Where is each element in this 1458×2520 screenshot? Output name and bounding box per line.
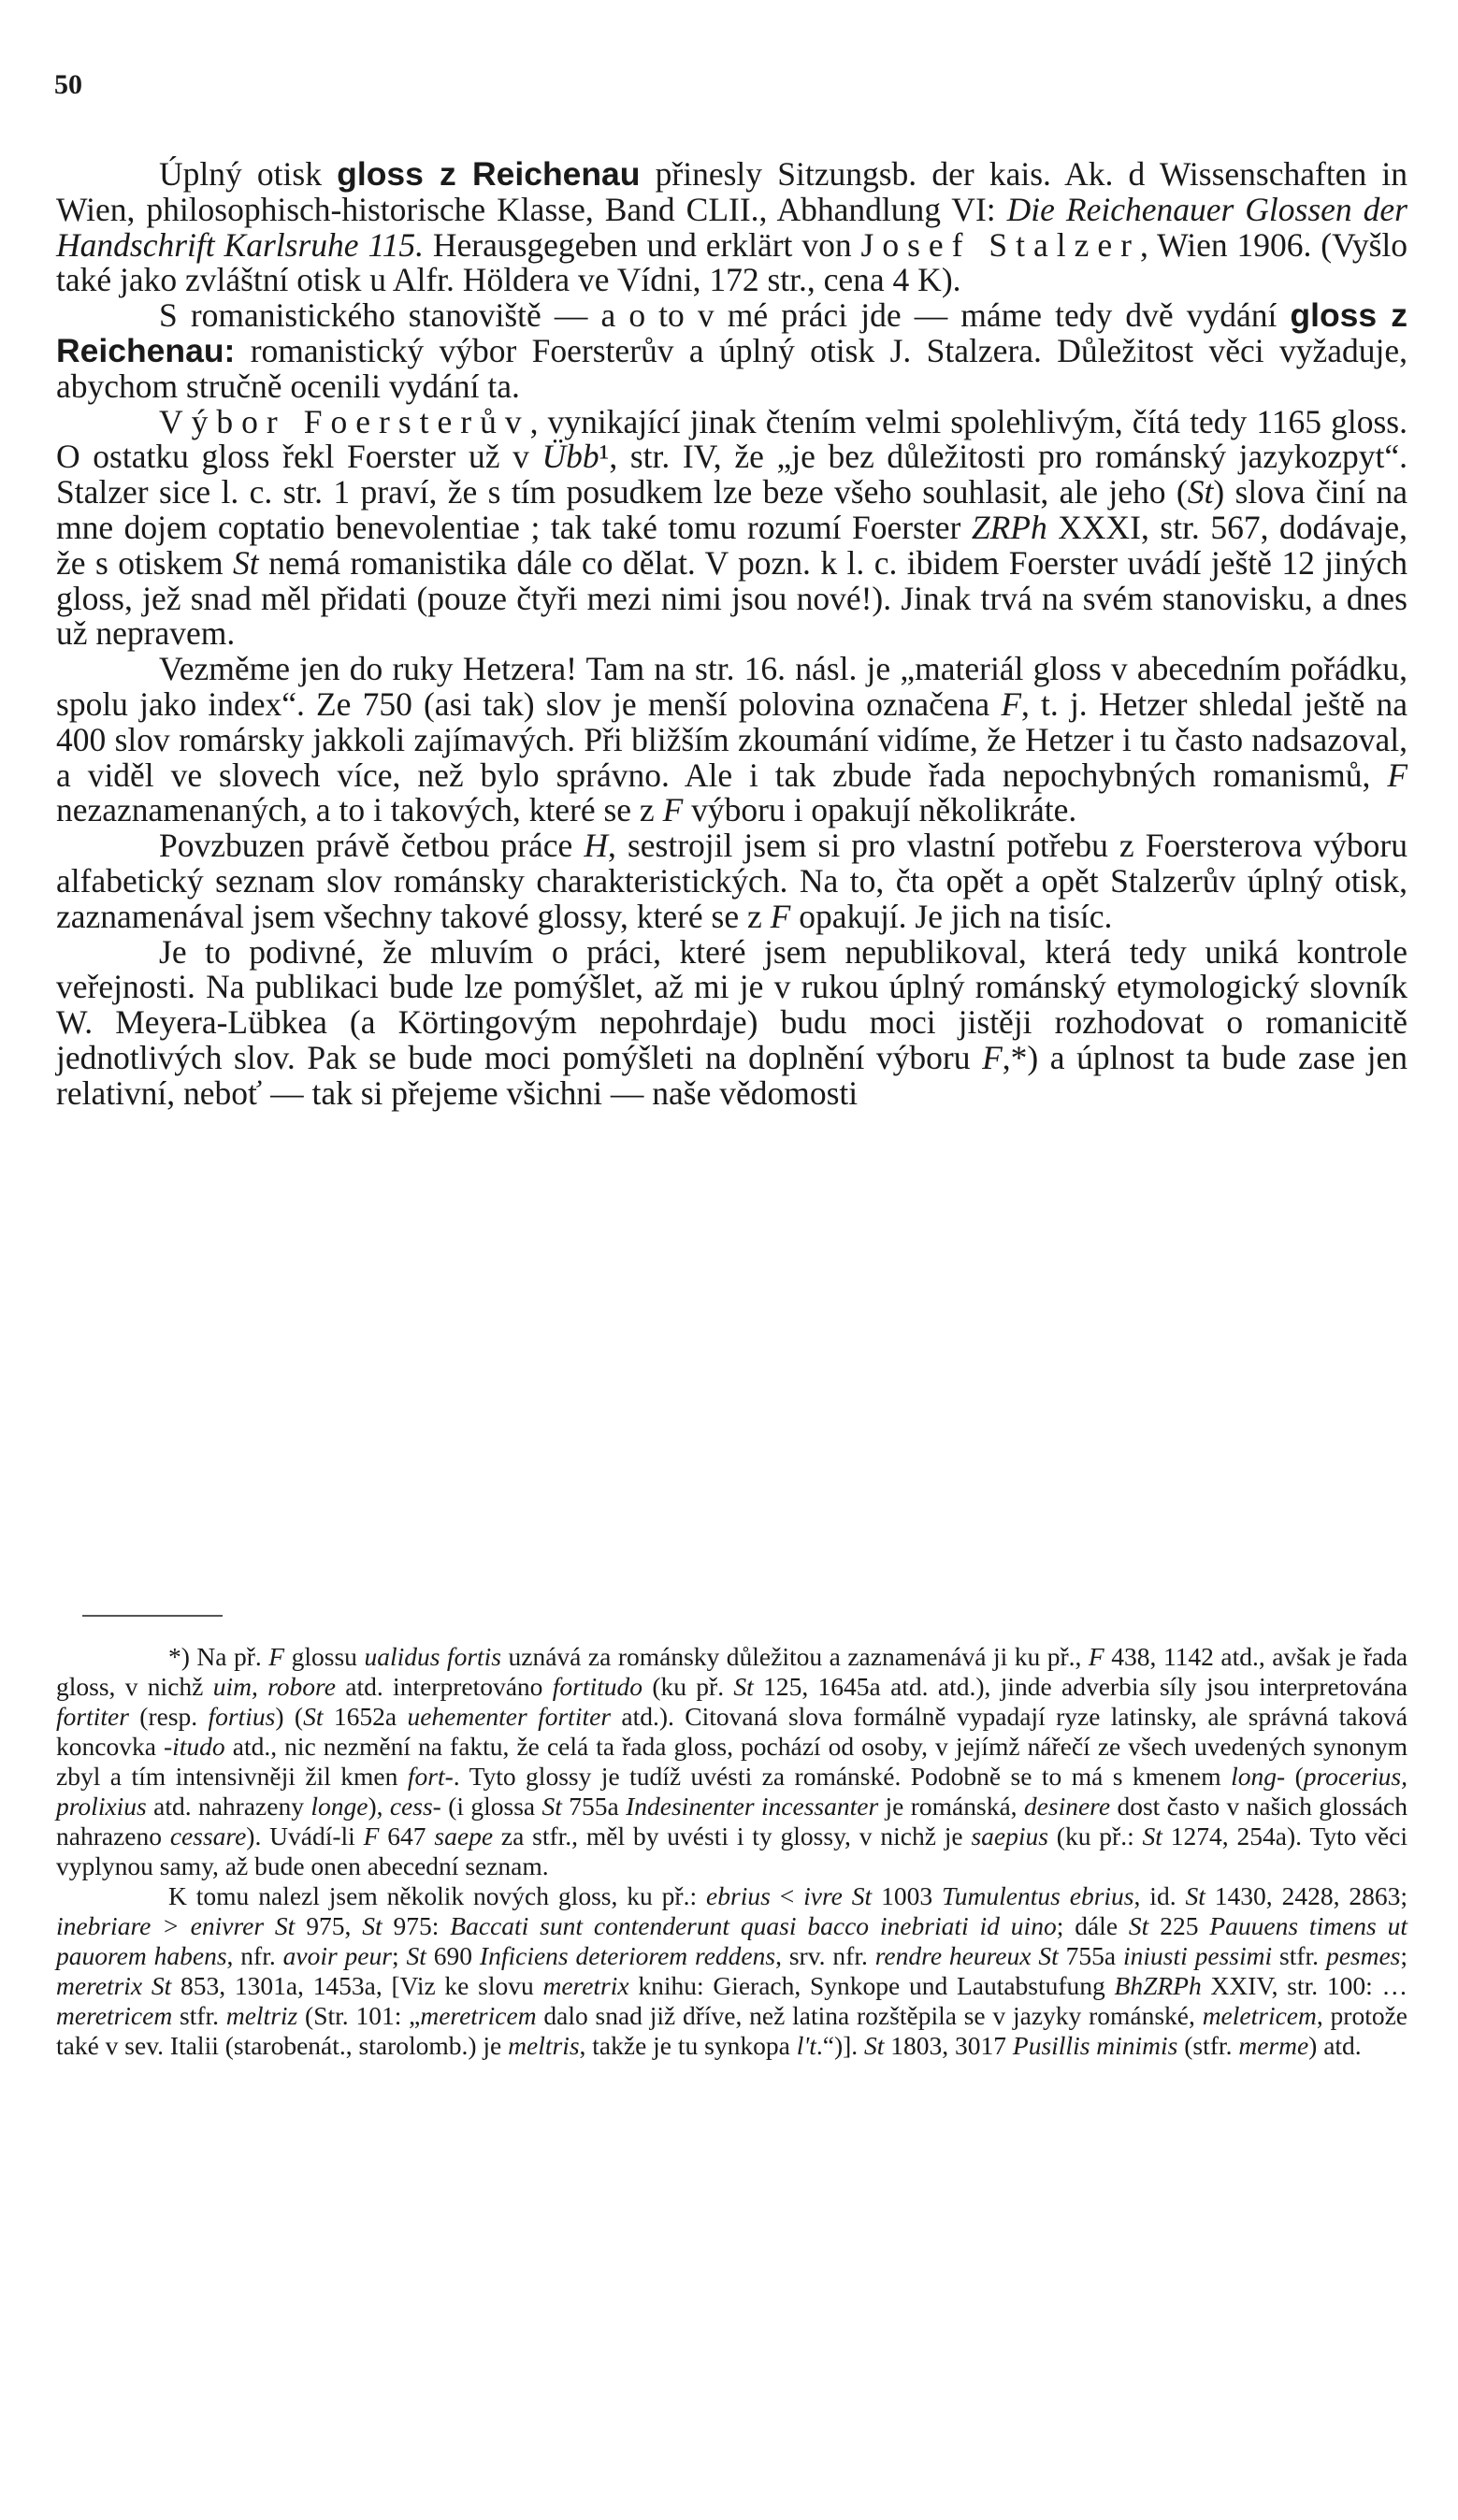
text: 1652a	[323, 1702, 408, 1731]
italic-text: St	[1187, 473, 1214, 511]
footnote-rule	[82, 1615, 223, 1617]
text: atd.). Citovaná slova formálně vypadají ryze latinsky, ale správná taková koncovka	[56, 1702, 1407, 1761]
text: , nfr.	[226, 1941, 283, 1970]
text: nemá romanistika dále co dělat. V pozn. k l. c. ibidem Foerster uvádí ještě 12 jiných gloss, jež snad měl přidati (pouze čtyři mezi nimi jsou nové!). Jinak trvá na svém stanovisku, a dnes už nepravem.	[56, 543, 1407, 653]
italic-text: long-	[1231, 1762, 1286, 1791]
italic-text: inebriare > enivrer St	[56, 1911, 296, 1940]
text: Vezměme jen do ruky Hetzera! Tam na str. 16. násl. je „materiál gloss v abecedním pořádku, spolu jako index“. Ze 750 (asi tak) slov je menší polovina označena	[56, 650, 1407, 723]
footnotes	[56, 1642, 1407, 2061]
main-text	[56, 157, 1407, 1112]
italic-text: meltriz	[225, 2001, 298, 2030]
text: 1803, 3017	[884, 2031, 1013, 2060]
paragraph-4	[56, 652, 1407, 828]
italic-text: meletricem	[1202, 2001, 1317, 2030]
italic-text: F	[1001, 684, 1022, 723]
text: (stfr.	[1177, 2031, 1239, 2060]
italic-text: H	[584, 827, 608, 865]
italic-text: ebrius	[706, 1881, 771, 1910]
italic-text: Tumulentus ebrius	[942, 1881, 1134, 1910]
paragraph-5	[56, 828, 1407, 934]
text: ,*) a úplnost ta bude zase jen relativní, neboť — tak si přejeme všichni — naše vědomosti	[56, 1038, 1407, 1112]
footnote-2	[56, 1881, 1407, 2061]
text: .“)].	[816, 2031, 865, 2060]
bold-text: gloss z Reichenau:	[56, 296, 1407, 369]
text: atd. interpretováno	[335, 1672, 553, 1701]
text: 853, 1301a, 1453a, [Viz ke slovu	[171, 1971, 543, 2000]
italic-text: iniusti pessimi	[1122, 1941, 1273, 1970]
text: S romanistického stanoviště — a o to v mé práci jde — máme tedy dvě vydání	[159, 296, 1291, 335]
italic-text: F	[1387, 756, 1407, 794]
paragraph-2	[56, 298, 1407, 404]
text: dost často v našich glossách nahrazeno	[56, 1792, 1407, 1850]
text: 125, 1645a atd. atd.), jinde adverbia síly jsou interpretována	[753, 1672, 1407, 1701]
italic-title: Die Reichenauer Glossen der Handschrift Karlsruhe 115.	[56, 190, 1408, 264]
italic-text: BhZRPh	[1114, 1971, 1202, 2000]
italic-text: fortiter	[56, 1702, 129, 1731]
italic-text: Übb	[541, 438, 599, 476]
italic-text: saepe	[434, 1822, 494, 1850]
paragraph-6	[56, 932, 1407, 1112]
italic-text: St	[1128, 1911, 1149, 1940]
text: Úplný otisk	[159, 155, 338, 193]
italic-text: F	[982, 1038, 1003, 1076]
text: 1003	[872, 1881, 943, 1910]
text: knihu: Gierach, Synkope und Lautabstufung	[628, 1971, 1115, 2000]
italic-text: St	[406, 1941, 426, 1970]
spaced-name: Josef Stalzer	[860, 225, 1140, 264]
italic-text: uim, robore	[212, 1672, 336, 1701]
italic-text: fort-	[407, 1762, 454, 1791]
bold-text: gloss z Reichenau	[337, 155, 641, 193]
text: . Tyto glossy je tudíž uvésti za románské. Podobně se to má s kmenem	[453, 1762, 1232, 1791]
text: glossu	[284, 1642, 365, 1671]
italic-text: desinere	[1023, 1792, 1111, 1821]
italic-text: fortius	[208, 1702, 276, 1731]
text: 438, 1142 atd., avšak je řada gloss, v nichž	[56, 1642, 1408, 1701]
spaced-phrase: Výbor Foersterův	[159, 402, 530, 440]
italic-text: St	[1185, 1881, 1205, 1910]
italic-text: Baccati sunt contenderunt quasi bacco inebriati id uino	[450, 1911, 1057, 1940]
text: , sestrojil jsem si pro vlastní potřebu z Foersterova výboru alfabetický seznam slov románsky charakteristických. Na to, čta opět a opět Stalzerův úplný otisk, zaznamenával jsem všechny takové glossy, které se z	[56, 827, 1407, 935]
italic-text: saepius	[971, 1822, 1048, 1850]
text: ). Uvádí-li	[246, 1822, 364, 1850]
text: (ku př.:	[1047, 1822, 1143, 1850]
italic-text: ZRPh	[971, 508, 1047, 546]
text: 1430, 2428, 2863;	[1205, 1881, 1408, 1910]
text: atd., nic nezmění na faktu, že celá ta řada gloss, pochází od osoby, v jejímž nářečí ze všech uvedených synonym zbyl a tím intensivněji žil kmen	[56, 1732, 1407, 1791]
italic-text: St	[233, 543, 259, 582]
text: (ku př.	[642, 1672, 734, 1701]
paragraph-1	[56, 157, 1407, 298]
text: K tomu nalezl jsem několik nových gloss, ku př.:	[168, 1881, 707, 1910]
italic-text: St	[303, 1702, 324, 1731]
italic-text: F	[1088, 1642, 1104, 1671]
italic-text: uehementer fortiter	[407, 1702, 612, 1731]
text: *) Na př.	[168, 1642, 269, 1671]
text: Herausgegeben und erklärt von	[423, 225, 861, 264]
text: 755a	[1058, 1941, 1123, 1970]
text: ¹, str. IV, že „je bez důležitosti pro románský jazykozpyt“. Stalzer sice l. c. str. 1 praví, že s tím posudkem lze beze všeho souhlasit, ale jeho (	[56, 438, 1407, 511]
italic-text: ualidus fortis	[364, 1642, 502, 1671]
italic-text: Pusillis minimis	[1012, 2031, 1178, 2060]
text: výboru i opakují několikráte.	[683, 791, 1077, 829]
italic-text: Inficiens deteriorem reddens	[479, 1941, 776, 1970]
italic-text: rendre heureux St	[874, 1941, 1059, 1970]
italic-text: meretricem	[56, 2001, 173, 2030]
text: ;	[391, 1941, 407, 1970]
page-number: 50	[54, 69, 82, 100]
text: 755a	[561, 1792, 627, 1821]
text: stfr.	[172, 2001, 226, 2030]
text: opakují. Je jich na tisíc.	[790, 897, 1113, 935]
text: (i glossa	[440, 1792, 542, 1821]
text: stfr.	[1272, 1941, 1326, 1970]
italic-text: meretrix	[542, 1971, 629, 2000]
text: (Str. 101: „	[297, 2001, 421, 2030]
text: , id.	[1133, 1881, 1186, 1910]
italic-text: meltris	[508, 2031, 580, 2060]
text: , srv. nfr.	[775, 1941, 875, 1970]
italic-text: pesmes	[1325, 1941, 1401, 1970]
text: 1274, 254a). Tyto věci vyplynou samy, až bude onen abecední seznam.	[56, 1822, 1407, 1880]
text: XXXI, str. 567, dodávaje, že s otiskem	[56, 508, 1407, 582]
italic-text: meretricem	[420, 2001, 537, 2030]
text: 975:	[382, 1911, 451, 1940]
text: XXIV, str. 100: …	[1201, 1971, 1407, 2000]
italic-text: merme	[1238, 2031, 1309, 2060]
italic-text: St	[541, 1792, 562, 1821]
text: uznává za románsky důležitou a zaznamenává ji ku př.,	[501, 1642, 1089, 1671]
italic-text: St	[864, 2031, 885, 2060]
text: za stfr., měl by uvésti i ty glossy, v nichž je	[493, 1822, 972, 1850]
text: ;	[1400, 1941, 1408, 1970]
italic-text: Indesinenter incessanter	[626, 1792, 879, 1821]
italic-text: meretrix St	[56, 1971, 172, 2000]
italic-text: Pauuens timens ut pauorem habens	[56, 1911, 1408, 1970]
text: , protože také v sev. Italii (starobenát., starolomb.) je	[56, 2001, 1407, 2060]
italic-text: cess-	[389, 1792, 441, 1821]
text: , Wien 1906. (Vyšlo také jako zvláštní otisk u Alfr. Höldera ve Vídni, 172 str., cena 4 K).	[56, 225, 1407, 299]
italic-text: avoir peur	[282, 1941, 392, 1970]
text: ) atd.	[1308, 2031, 1362, 2060]
italic-text: -itudo	[163, 1732, 225, 1761]
text: (	[1285, 1762, 1304, 1791]
text: 690	[426, 1941, 480, 1970]
italic-text: longe	[310, 1792, 368, 1821]
italic-text: F	[363, 1822, 380, 1850]
text: ; dále	[1056, 1911, 1129, 1940]
text: dalo snad již dříve, než latina rozštěpila se v jazyky románské,	[536, 2001, 1203, 2030]
text: nezaznamenaných, a to i takových, které se z	[56, 791, 663, 829]
text: romanistický výbor Foersterův a úplný otisk J. Stalzera. Důležitost věci vyžaduje, abychom stručně ocenili vydání ta.	[56, 331, 1407, 405]
italic-text: fortitudo	[552, 1672, 642, 1701]
text: 225	[1148, 1911, 1210, 1940]
text: ),	[368, 1792, 390, 1821]
italic-text: l't	[796, 2031, 816, 2060]
italic-text: St	[1142, 1822, 1162, 1850]
text: , takže je tu synkopa	[579, 2031, 797, 2060]
italic-text: St	[362, 1911, 383, 1940]
italic-text: F	[770, 897, 791, 935]
text: ) slova činí na mne dojem coptatio benevolentiae ; tak také tomu rozumí Foerster	[56, 473, 1408, 546]
text: 647	[379, 1822, 435, 1850]
text: (resp.	[128, 1702, 209, 1731]
italic-text: F	[662, 791, 684, 829]
italic-text: procerius, prolixius	[56, 1762, 1408, 1821]
italic-text: ivre St	[803, 1881, 873, 1910]
text: , t. j. Hetzer shledal ještě na 400 slov romársky jakkoli zajímavých. Při bližším zkoumání vidíme, že Hetzer i tu často nadsazoval, a viděl ve slovech více, než bylo správno. Ale i tak zbude řada nepochybných romanismů,	[56, 684, 1407, 794]
paragraph-3	[56, 402, 1408, 653]
text: 975,	[295, 1911, 363, 1940]
footnote-1	[56, 1642, 1407, 1881]
text: je románská,	[878, 1792, 1024, 1821]
italic-text: St	[733, 1672, 754, 1701]
text: ) (	[275, 1702, 304, 1731]
text: Je to podivné, že mluvím o práci, které jsem nepublikoval, která tedy uniká kontrole veřejnosti. Na publikaci bude lze pomýšlet, až mi je v rukou úplný románský etymologický slovník W. Meyera-Lübkea (a Körtingovým nepohrdaje) budu moci jistěji rozhodovat o romanicitě jednotlivých slov. Pak se bude moci pomýšleti na doplnění výboru	[56, 932, 1407, 1076]
text: <	[770, 1881, 804, 1910]
italic-text: cessare	[169, 1822, 247, 1850]
text: Povzbuzen právě četbou práce	[159, 827, 585, 865]
text: přinesly Sitzungsb. der kais. Ak. d Wissenschaften in Wien, philosophisch-historische Klasse, Band CLII., Abhandlung VI:	[56, 155, 1407, 228]
text: atd. nahrazeny	[146, 1792, 311, 1821]
italic-text: F	[268, 1642, 285, 1671]
text: , vynikající jinak čtením velmi spolehlivým, čítá tedy 1165 gloss. O ostatku gloss řekl Foerster už v	[56, 402, 1407, 476]
